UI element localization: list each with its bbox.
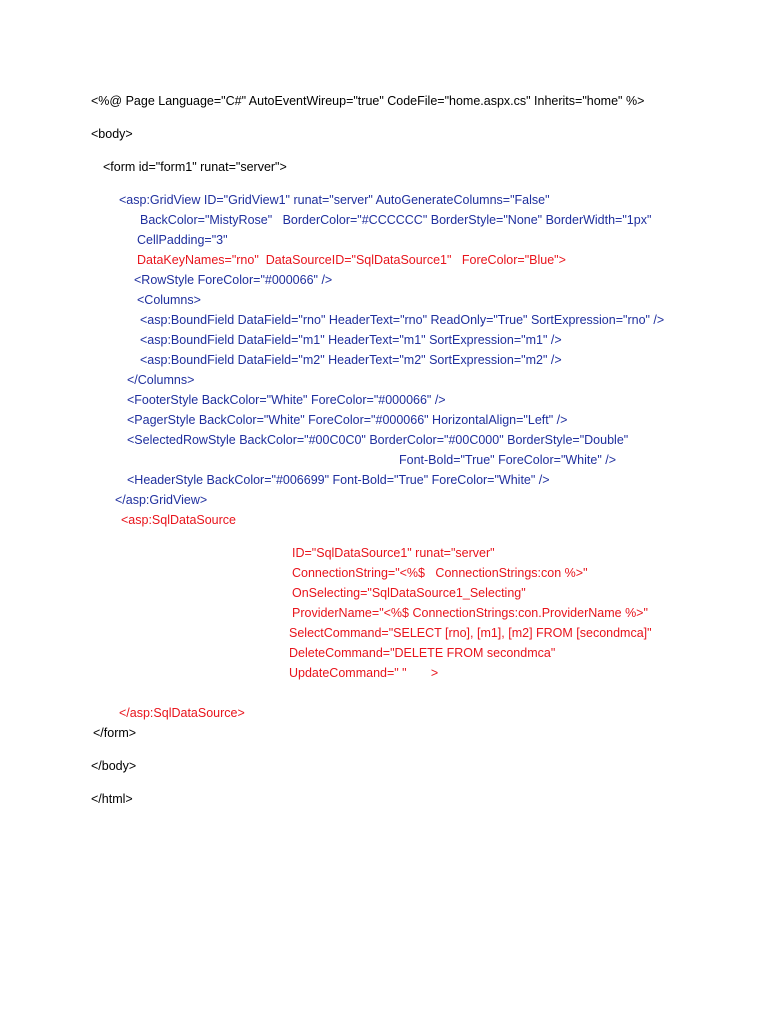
code-line: <asp:BoundField DataField="m1" HeaderText="m1" SortExpression="m1" /> [140, 333, 562, 347]
code-line: <form id="form1" runat="server"> [103, 160, 287, 174]
code-line: </html> [91, 792, 133, 806]
code-line: ID="SqlDataSource1" runat="server" [292, 546, 495, 560]
code-line: UpdateCommand=" " > [289, 666, 439, 680]
code-line: DeleteCommand="DELETE FROM secondmca" [289, 646, 556, 660]
code-line: </asp:GridView> [115, 493, 208, 507]
code-line: Font-Bold="True" ForeColor="White" /> [399, 453, 617, 467]
code-line: <HeaderStyle BackColor="#006699" Font-Bold="True" ForeColor="White" /> [127, 473, 550, 487]
code-line: BackColor="MistyRose" BorderColor="#CCCCCC" BorderStyle="None" BorderWidth="1px" [140, 213, 652, 227]
code-line: CellPadding="3" [137, 233, 228, 247]
code-line: </form> [93, 726, 137, 740]
code-line: <asp:SqlDataSource [121, 513, 237, 527]
code-line: SelectCommand="SELECT [rno], [m1], [m2] FROM [secondmca]" [289, 626, 652, 640]
code-line: </Columns> [127, 373, 195, 387]
code-line: <body> [91, 127, 133, 141]
code-line: OnSelecting="SqlDataSource1_Selecting" [292, 586, 526, 600]
code-line: ConnectionString="<%$ ConnectionStrings:con %>" [292, 566, 588, 580]
code-line: </asp:SqlDataSource> [119, 706, 245, 720]
code-line: <Columns> [137, 293, 201, 307]
code-line: ProviderName="<%$ ConnectionStrings:con.ProviderName %>" [292, 606, 648, 620]
code-line: <asp:BoundField DataField="m2" HeaderText="m2" SortExpression="m2" /> [140, 353, 562, 367]
code-line: <RowStyle ForeColor="#000066" /> [134, 273, 333, 287]
code-line: <SelectedRowStyle BackColor="#00C0C0" BorderColor="#00C000" BorderStyle="Double" [127, 433, 629, 447]
code-line: <%@ Page Language="C#" AutoEventWireup="true" CodeFile="home.aspx.cs" Inherits="home" %> [91, 94, 645, 108]
code-line: </body> [91, 759, 137, 773]
code-line: <PagerStyle BackColor="White" ForeColor="#000066" HorizontalAlign="Left" /> [127, 413, 568, 427]
code-line: <asp:GridView ID="GridView1" runat="server" AutoGenerateColumns="False" [119, 193, 550, 207]
code-line: <asp:BoundField DataField="rno" HeaderText="rno" ReadOnly="True" SortExpression="rno" /> [140, 313, 665, 327]
code-line: DataKeyNames="rno" DataSourceID="SqlDataSource1" ForeColor="Blue"> [137, 253, 566, 267]
code-line: <FooterStyle BackColor="White" ForeColor="#000066" /> [127, 393, 446, 407]
